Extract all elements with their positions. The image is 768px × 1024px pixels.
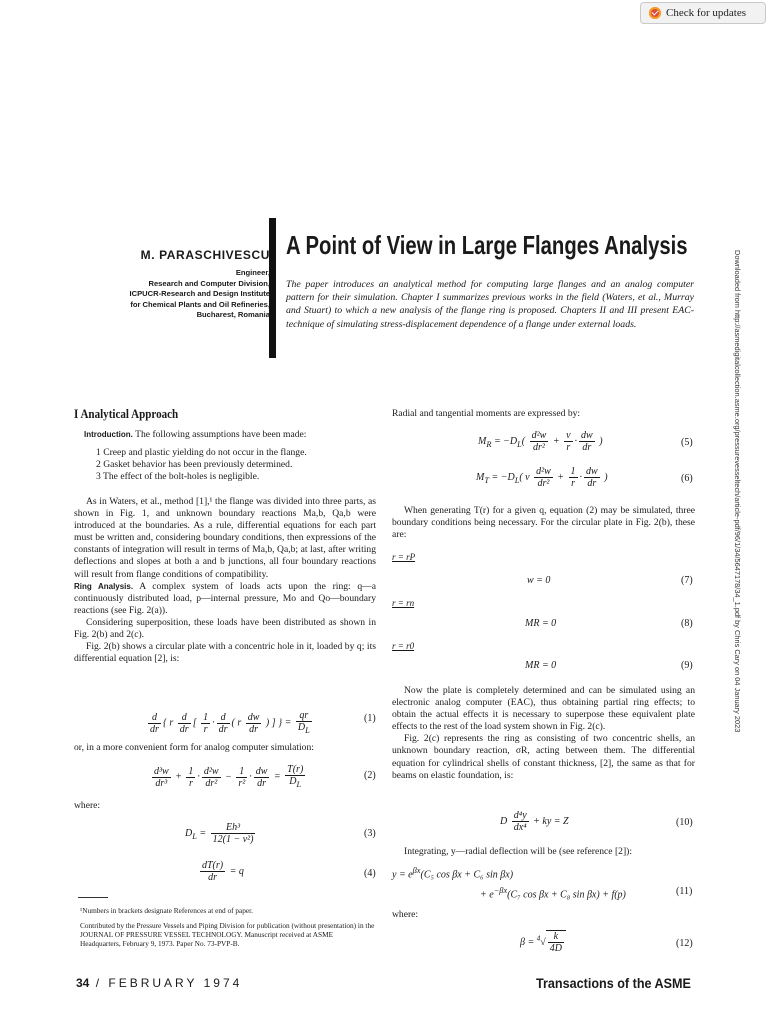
equation-number: (10) bbox=[676, 817, 693, 828]
paragraph: Integrating, y—radial deflection will be (see reference [2]): bbox=[404, 846, 633, 857]
equation-6: $M_T = -D_L$( ν $\frac{\text{d²w}}{\text{dr²}}$ + $\frac{1}{r}$ · $\frac{dw}{dr}$ ) bbox=[476, 466, 608, 489]
footnote-rule bbox=[78, 897, 108, 898]
paragraph: Radial and tangential moments are expressed by: bbox=[392, 408, 581, 419]
equation-1: $\frac{d}{dr}$ { r $\frac{d}{dr}$ [ $\frac{1}{r}$ · $\frac{d}{dr}$ ( r $\frac{dw}{dr}$ ) ] } = $\frac{qr}{D_L}$ bbox=[150, 710, 310, 735]
page-footer-left: 34 / FEBRUARY 1974 bbox=[76, 976, 243, 990]
list-item: 1 Creep and plastic yielding do not occur in the flange. bbox=[96, 447, 307, 459]
paragraph: Now the plate is completely determined and can be simulated using an electronic analog computer (EAC), thus obtaining partial ring effects; to obtain the actual effects it is necessary to superpose these equivalent plate effects to the rest of the load system shown in Fig. 2(c). bbox=[392, 685, 695, 733]
issue-date: FEBRUARY 1974 bbox=[108, 976, 243, 990]
left-column-body: As in Waters, et al., method [1],¹ the flange was divided into three parts, as shown in Fig. 1, and unknown boundary reactions Ma,b, Qa,b were introduced at the boundaries. As a rule, differential equations for each part must be written and, considering boundary conditions, then expressions of the constants of integration will result in terms of Ma,b, Qa,b; at last, after writing deflections and slopes at both a and b junctions, all four boundary reactions will result from flange conditions of compatibility. Ring Analysis. A complex system of loads acts upon the ring: q—a continuously distributed load, p—internal pressure, Mo and Qo—boundary reactions (see Fig. 2(a)). Considering superposition, these loads have been distributed as shown in Fig. 2(b) and 2(c). Fig. 2(b) shows a circular plate with a concentric hole in it, loaded by q; its differential equation [2], is: bbox=[74, 496, 376, 665]
author-affiliation: Engineer, Research and Computer Division, ICPUCR-Research and Design Institute for Chemical Plants and Oil Refineries, Bucharest, Romania bbox=[129, 268, 270, 319]
paragraph: As in Waters, et al., method [1],¹ the flange was divided into three parts, as shown in Fig. 1, and unknown boundary reactions Ma,b, Qa,b were introduced at the boundaries. As a rule, differential equations for each part must be written and, considering boundary conditions, then expressions of the constants of integration will result in terms of Ma,b, Qa,b; at last, after writing deflections and slopes at both a and b junctions, all four boundary reactions will result from flange conditions of compatibility. bbox=[74, 496, 376, 580]
paragraph: When generating T(r) for a given q, equation (2) may be simulated, three boundary conditions being necessary. For the circular plate in Fig. 2(b), these are: bbox=[392, 505, 695, 541]
boundary-condition-label: r = r0 bbox=[392, 641, 415, 651]
equation-number: (6) bbox=[681, 473, 693, 484]
equation-2: $\frac{\text{d³w}}{\text{dr³}}$ + $\frac{1}{r}$ · $\frac{\text{d²w}}{\text{dr²}}$ − $\frac{1}{\text{r²}}$ · $\frac{dw}{dr}$ = $\frac{T(r)}{D_L}$ bbox=[154, 764, 304, 789]
equation-10: D $\frac{\text{d⁴y}}{\text{dx⁴}}$ + ky = Z bbox=[500, 810, 569, 833]
equation-12: β = $^4$√ $\frac{k}{4D}$ bbox=[520, 930, 566, 954]
boundary-condition-label: r = rn bbox=[392, 598, 415, 608]
page-number: 34 bbox=[76, 976, 90, 990]
assumption-list bbox=[84, 447, 376, 483]
section-heading: I Analytical Approach bbox=[74, 406, 179, 421]
paragraph: or, in a more convenient form for analog computer simulation: bbox=[74, 742, 314, 753]
equation-number: (8) bbox=[681, 618, 693, 629]
footnote: ¹Numbers in brackets designate References at end of paper. bbox=[80, 906, 253, 915]
paragraph: Fig. 2(c) represents the ring as consisting of two concentric shells, an unknown boundary reaction, σR, acting between them. The differential equation for cylindrical shells of constant thickness, [2], the same as that for beams on elastic foundation, is: bbox=[392, 733, 695, 781]
equation-11b: + $e^{-\beta x}(C_7$ cos βx + C₈ sin βx) + f(p) bbox=[480, 886, 626, 901]
equation-4: $\frac{dT(r)}{dr}$ = q bbox=[202, 860, 244, 883]
equation-number: (3) bbox=[364, 828, 376, 839]
paragraph: Fig. 2(b) shows a circular plate with a concentric hole in it, loaded by q; its differential equation [2], is: bbox=[74, 641, 376, 665]
author-name: M. PARASCHIVESCU bbox=[140, 248, 270, 262]
equation-11a: $y = e^{\beta x}(C_5$ cos βx + C₆ sin βx) bbox=[392, 866, 514, 881]
crossmark-icon bbox=[649, 7, 661, 19]
equation-number: (2) bbox=[364, 770, 376, 781]
equation-3: $D_L$ = $\frac{\text{Eh³}}{\text{12(1 − ν²)}}$ bbox=[185, 822, 254, 845]
intro-runin: Introduction. bbox=[84, 430, 133, 439]
equation-5: $M_R = -D_L$( $\frac{\text{d²w}}{\text{dr²}}$ + $\frac{\nu}{r}$ · $\frac{dw}{dr}$ ) bbox=[478, 430, 603, 453]
check-for-updates-button[interactable] bbox=[640, 2, 766, 24]
footnote: Contributed by the Pressure Vessels and Piping Division for publication (without presentation) in the JOURNAL OF PRESSURE VESSEL TECHNOLOGY. Manuscript received at ASME Headquarters, February 9, 1973. Paper No. 73-PVP-B. bbox=[80, 921, 375, 949]
equation-number: (9) bbox=[681, 660, 693, 671]
equation-8: MR = 0 bbox=[525, 618, 557, 629]
equation-number: (12) bbox=[676, 938, 693, 949]
equation-number: (11) bbox=[676, 886, 693, 897]
paper-title: A Point of View in Large Flanges Analysis bbox=[286, 230, 688, 260]
equation-number: (1) bbox=[364, 713, 376, 724]
download-note: Downloaded from http://asmedigitalcollection.asme.org/pressurevesseltech/article-pdf/96/1/34/5647178/34_1.pdf by Chris Cary on 04 January 2023 bbox=[733, 250, 742, 733]
abstract: The paper introduces an analytical method for computing large flanges and an analog computer pattern for their simulation. Chapter I summarizes previous works in the field (Waters, et al., Murray and Stuart) to which a new analysis of the flange ring is proposed. Chapters II and III present EAC-technique of simulating stress-displacement dependence of a flange under external loads. bbox=[286, 279, 694, 330]
boundary-condition-label: r = rP bbox=[392, 552, 416, 562]
equation-7: w = 0 bbox=[527, 575, 551, 586]
list-item: 2 Gasket behavior has been previously determined. bbox=[96, 459, 293, 471]
ring-analysis-runin: Ring Analysis. bbox=[74, 581, 134, 591]
paragraph: Considering superposition, these loads have been distributed as shown in Fig. 2(b) and 2(c). bbox=[74, 616, 376, 641]
where-label: where: bbox=[74, 800, 101, 811]
title-rule bbox=[269, 218, 276, 358]
left-column-intro: Introduction. The following assumptions have been made: 1 Creep and plastic yielding do not occur in the flange. 2 Gasket behavior has been previously determined. 3 The effect of the bolt-holes is negligible. bbox=[84, 429, 376, 483]
journal-name: Transactions of the ASME bbox=[536, 975, 691, 991]
equation-number: (5) bbox=[681, 437, 693, 448]
where-label: where: bbox=[392, 909, 419, 920]
right-column-body bbox=[392, 685, 695, 782]
equation-9: MR = 0 bbox=[525, 660, 557, 671]
check-for-updates-label: Check for updates bbox=[666, 7, 747, 19]
list-item: 3 The effect of the bolt-holes is negligible. bbox=[96, 471, 260, 483]
equation-number: (7) bbox=[681, 575, 693, 586]
equation-number: (4) bbox=[364, 868, 376, 879]
